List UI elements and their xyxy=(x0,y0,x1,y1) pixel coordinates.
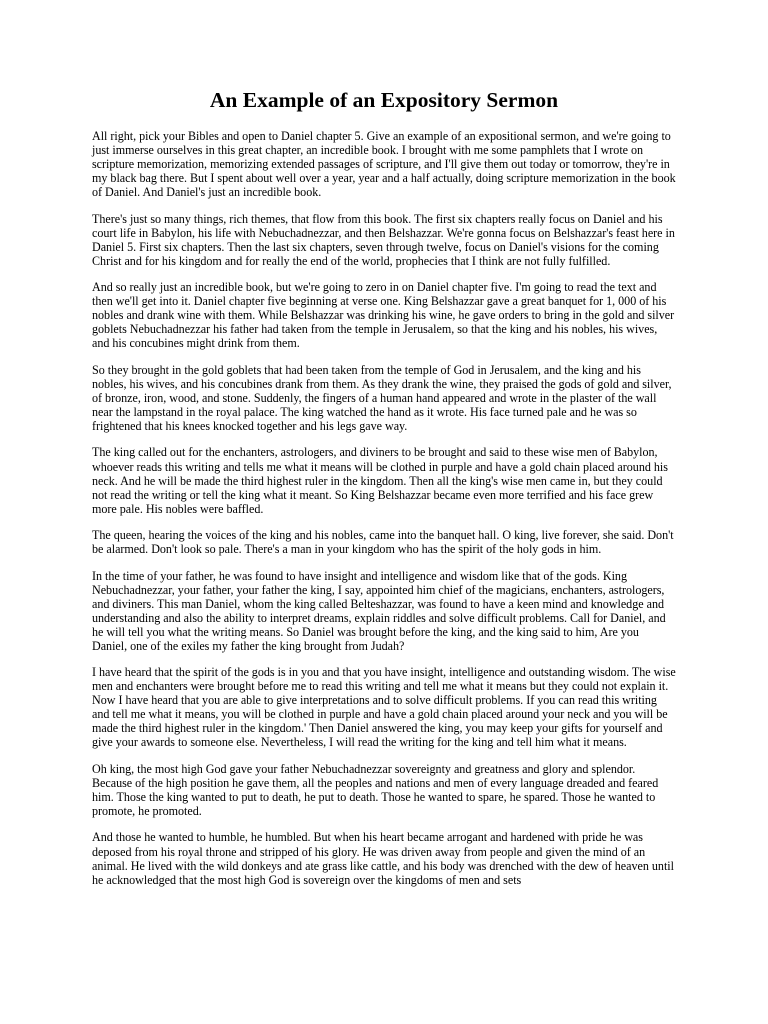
paragraph-9: Oh king, the most high God gave your father Nebuchadnezzar sovereignty and greatness and glory and splendor. Because of the high position he gave them, all the peoples and nations and men of every language dreaded and feared him. Those the king wanted to put to death, he put to death. Those he wanted to spare, he spared. Those he wanted to promote, he promoted. xyxy=(92,761,659,819)
paragraph-4: So they brought in the gold goblets that had been taken from the temple of God in Jerusalem, and the king and his nobles, his wives, and his concubines drank from them. As they drank the wine, they praised the gods of gold and silver, of bronze, iron, wood, and stone. Suddenly, the fingers of a human hand appeared and wrote in the plaster of the wall near the lampstand in the royal palace. The king watched the hand as it wrote. His face turned pale and he was so frightened that his knees knocked together and his legs gave way. xyxy=(92,362,672,434)
paragraph-2: There's just so many things, rich themes, that flow from this book. The first six chapters really focus on Daniel and his court life in Babylon, his life with Nebuchadnezzar, and then Belshazzar. We're gonna focus on Belshazzar's feast here in Daniel 5. First six chapters. Then the last six chapters, seven through twelve, focus on Daniel's visions for the coming Christ and for his kingdom and for really the end of the world, prophecies that I think are not fully fulfilled. xyxy=(92,211,675,268)
paragraph-7: In the time of your father, he was found to have insight and intelligence and wisdom like that of the gods. King Nebuchadnezzar, your father, your father the king, I say, appointed him chief of the magicians, enchanters, astrologers, and diviners. This man Daniel, whom the king called Belteshazzar, was found to have a keen mind and knowledge and understanding and also the ability to interpret dreams, explain riddles and solve difficult problems. Call for Daniel, and he will tell you what the writing means. So Daniel was brought before the king, and the king said to him, Are you Daniel, one of the exiles my father the king brought from Judah? xyxy=(92,568,666,653)
document-title: An Example of an Expository Sermon xyxy=(209,88,559,112)
paragraph-1: All right, pick your Bibles and open to Daniel chapter 5. Give an example of an expositional sermon, and we're going to just immerse ourselves in this great chapter, an incredible book. I brought with me some pamphlets that I wrote on scripture memorization, memorizing extended passages of scripture, and I'll give them out today or tomorrow, they're in my black bag there. But I spent about well over a year, year and a half actually, doing scripture memorization in the book of Daniel. And Daniel's just an incredible book. xyxy=(92,129,676,200)
paragraph-8: I have heard that the spirit of the gods is in you and that you have insight, intelligence and outstanding wisdom. The wise men and enchanters were brought before me to read this writing and tell me what it means but they could not explain it. Now I have heard that you are able to give interpretations and to solve difficult problems. If you can read this writing and tell me what it means, you will be clothed in purple and have a gold chain placed around your neck and you will be made the third highest ruler in the kingdom.' Then Daniel answered the king, you may keep your gifts for yourself and give your awards to someone else. Nevertheless, I will read the writing for the king and tell him what it means. xyxy=(92,665,676,750)
document-page xyxy=(92,86,676,899)
paragraph-6: The queen, hearing the voices of the king and his nobles, came into the banquet hall. O king, live forever, she said. Don't be alarmed. Don't look so pale. There's a man in your kingdom who has the spirit of the holy gods in him. xyxy=(92,528,674,557)
paragraph-10: And those he wanted to humble, he humbled. But when his heart became arrogant and hardened with pride he was deposed from his royal throne and stripped of his glory. He was driven away from people and given the mind of an animal. He lived with the wild donkeys and ate grass like cattle, and his body was drenched with the dew of heaven until he acknowledged that the most high God is sovereign over the kingdoms of men and sets xyxy=(92,830,674,887)
paragraph-3: And so really just an incredible book, but we're going to zero in on Daniel chapter five. I'm going to read the text and then we'll get into it. Daniel chapter five beginning at verse one. King Belshazzar gave a great banquet for 1, 000 of his nobles and drank wine with them. While Belshazzar was drinking his wine, he gave orders to bring in the gold and silver goblets Nebuchadnezzar his father had taken from the temple in Jerusalem, so that the king and his nobles, his wives, and his concubines might drink from them. xyxy=(92,280,675,351)
paragraph-5: The king called out for the enchanters, astrologers, and diviners to be brought and said to these wise men of Babylon, whoever reads this writing and tells me what it means will be clothed in purple and have a gold chain placed around his neck. And he will be made the third highest ruler in the kingdom. Then all the king's wise men came in, but they could not read the writing or tell the king what it meant. So King Belshazzar became even more terrified and his face grew more pale. His nobles were baffled. xyxy=(92,445,668,516)
